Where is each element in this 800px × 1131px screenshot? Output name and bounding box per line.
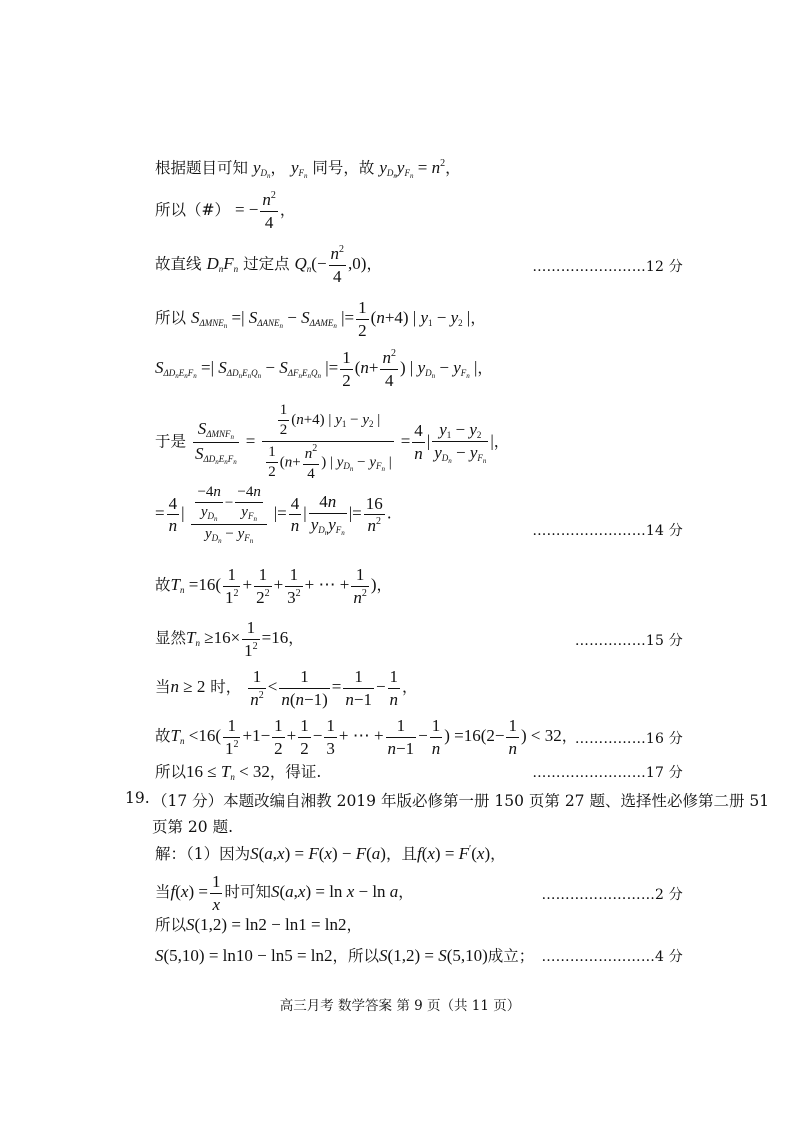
score-2: ……………………2 分 <box>541 887 683 903</box>
text-so-final: 所以 <box>155 763 187 781</box>
score-15: ……………15 分 <box>574 633 683 649</box>
score-16: ……………16 分 <box>574 731 683 747</box>
text-obviously: 显然 <box>155 629 187 648</box>
page-footer: 高三月考 数学答案 第 9 页（共 11 页） <box>279 998 521 1014</box>
q19-source: （17 分）本题改编自湘教 2019 年版必修第一册 150 页第 27 题、选择性必修第二册 51 <box>152 792 770 810</box>
text-thus: 于是 <box>155 432 187 451</box>
text-hence-2: 故 <box>155 727 171 746</box>
text-when-2: 当 <box>155 883 171 902</box>
text-knowable: 时可知 <box>224 883 271 902</box>
score-12: ……………………12 分 <box>532 259 683 275</box>
text-so-s12: 所以 <box>155 916 187 934</box>
score-14: ……………………14 分 <box>532 523 683 539</box>
q19-source-2: 页第 20 题. <box>152 818 234 836</box>
text-so-hash: 所以（#） <box>155 201 230 220</box>
q19-number: 19. <box>125 789 150 807</box>
text-when: 当 <box>155 678 171 697</box>
text-holds: 成立； <box>487 947 535 965</box>
text-same-sign: 同号，故 <box>312 159 375 177</box>
text-line: 故直线 <box>155 255 202 274</box>
score-17: ……………………17 分 <box>532 765 683 781</box>
text-so-area: 所以 <box>155 309 187 328</box>
text-passes: 过定点 <box>243 255 290 274</box>
text-proved: ，得证. <box>269 763 322 781</box>
score-4: ……………………4 分 <box>541 949 683 965</box>
text-and: ，且 <box>385 845 417 863</box>
text-hence: 故 <box>155 576 171 595</box>
text-so-s510: ，所以 <box>332 947 380 965</box>
text-given: 根据题目可知 <box>155 159 249 177</box>
text-solution: 解：（1）因为 <box>155 845 251 863</box>
text-when-b: 时， <box>210 678 242 697</box>
